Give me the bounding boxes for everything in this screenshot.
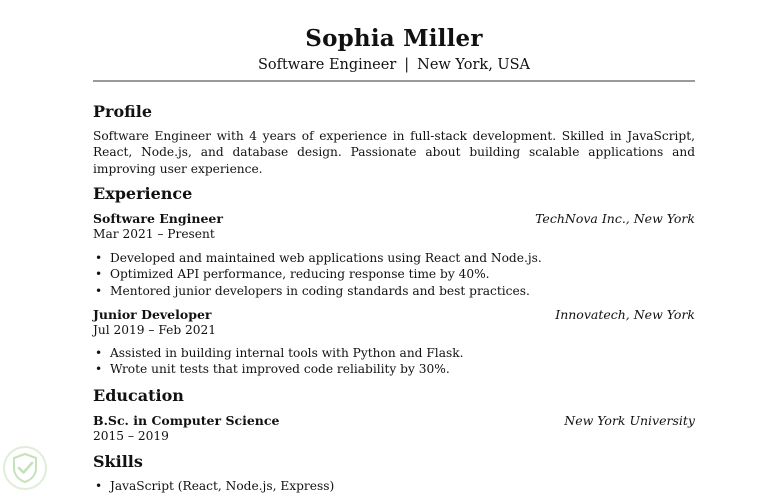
section-heading-education: Education [93, 386, 184, 405]
resume-subtitle [93, 55, 695, 75]
job-dates: Jul 2019 – Feb 2021 [93, 323, 217, 337]
bullet-icon: • [95, 267, 103, 282]
bullet-icon: • [95, 251, 103, 265]
job-role: Software Engineer [93, 211, 223, 226]
job-dates: Mar 2021 – Present [93, 227, 215, 241]
bullet-icon: • [95, 362, 103, 377]
bullet-icon: • [95, 346, 103, 360]
resume-name: Sophia Miller [305, 25, 483, 52]
education-entry-header [93, 412, 695, 429]
section-heading-profile: Profile [93, 102, 153, 121]
job-company: TechNova Inc., New York [535, 211, 695, 226]
degree: B.Sc. in Computer Science [93, 413, 280, 428]
list-item: • Wrote unit tests that improved code reliability by 30%. [95, 362, 450, 377]
shield-check-watermark-icon [2, 445, 48, 491]
experience-entry-header [93, 210, 695, 227]
job-role: Junior Developer [93, 307, 212, 322]
list-item: • JavaScript (React, Node.js, Express) [95, 479, 335, 493]
education-dates: 2015 – 2019 [93, 429, 169, 443]
bullet-icon: • [95, 479, 103, 493]
list-item: • Optimized API performance, reducing response time by 40%. [95, 267, 490, 282]
section-heading-skills: Skills [93, 452, 143, 471]
list-item: • Developed and maintained web applications using React and Node.js. [95, 251, 542, 265]
job-bullet-list [93, 250, 695, 299]
list-item: • Mentored junior developers in coding standards and best practices. [95, 283, 530, 298]
section-heading-experience: Experience [93, 184, 193, 203]
school: New York University [564, 413, 695, 428]
skills-list [93, 478, 695, 494]
subtitle-separator: | [404, 57, 410, 73]
profile-text: Software Engineer with 4 years of experience in full-stack development. Skilled in JavaScript, React, Node.js, and database design. Passionate about building scalable applications and improving user experience. [93, 129, 695, 176]
job-company: Innovatech, New York [555, 307, 695, 322]
experience-entry-header [93, 306, 695, 323]
header-divider [93, 80, 695, 82]
location: New York, USA [417, 57, 531, 73]
job-bullet-list [93, 345, 695, 378]
bullet-icon: • [95, 283, 103, 298]
job-title: Software Engineer [257, 57, 397, 73]
list-item: • Assisted in building internal tools with Python and Flask. [95, 346, 464, 360]
